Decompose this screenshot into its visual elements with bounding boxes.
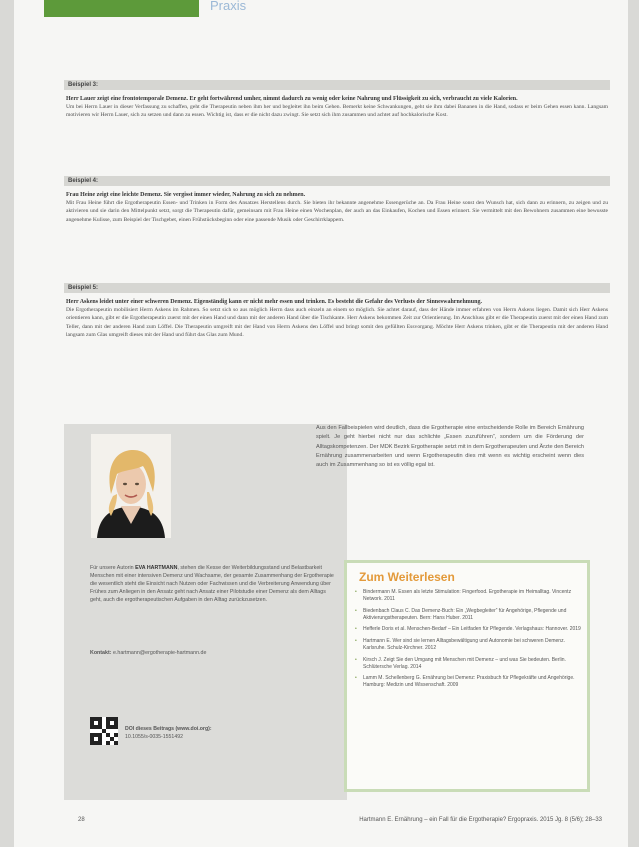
reference-item: • Biedenbach Claus C. Das Demenz-Buch: Ein „Wegbegleiter“ für Angehörige, Pflegende und Aktivierungstherapeuten. Bern: Hans Huber. 2011 — [355, 607, 567, 621]
author-name: EVA HARTMANN — [135, 565, 178, 571]
qr-code-icon[interactable] — [90, 717, 118, 745]
example-label: Beispiel 5: — [64, 283, 610, 293]
portrait-image — [91, 434, 171, 538]
bio-text: , stehen die Kesse der Weiterbildungsstand und Belastbarkeit Menschen mit einer intensiven Demenz und Wachsame, der gesamte Zusammenhang der Ergotherapie die wesentlich steht die Einsicht nach Nutzen oder Fachwissen und die Verbreiterung Anwendung über Frühes zum Anliegen in den Ansatz geht nach Ansatz einer Pilotstudie einer Demenz als dem Alltags geht, auch die ergotherapeutischen Aufgaben in den Alltag zurückzusetzen. — [90, 565, 334, 603]
further-reading-title: Zum Weiterlesen — [359, 570, 455, 584]
reference-item: • Bindermann M. Essen als letzte Stimulation: Fingerfood. Ergotherapie im Heimalltag. Vincentz Network. 2011 — [355, 589, 572, 603]
conclusion-text: Aus den Fallbeispielen wird deutlich, dass die Ergotherapie eine entscheidende Rolle im Bereich Ernährung spielt. Je geht hierbei nicht nur das schlichte „Essen zuzuführen“, sondern um die Förderung der Alltagskompetenzen. Der MDK Bezirk Ergotherapie setzt mit in dem Ergotherapeuten und Ärzte den Bereich Ernährung zusammenarbeiten und wenn Ergotherapeutin dies mit wenn es wichtig erscheint wenn dies auch im Zusammenhang so ist es völlig egal ist. — [316, 425, 585, 469]
example-lead: Herr Lauer zeigt eine frontotemporale Demenz. Er geht fortwährend umher, nimmt dadurch zu wenig oder keine Nahrung und Flüssigkeit zu sich, verbraucht zu viele Kalorien. — [66, 96, 518, 102]
contact-email[interactable]: e.hartmann@ergotherapie-hartmann.de — [112, 650, 207, 656]
example-label: Beispiel 3: — [64, 80, 610, 90]
page-number: 28 — [78, 817, 85, 823]
bio-prefix: Für unsere Autorin — [90, 565, 134, 571]
example-body: Die Ergotherapeutin mobilisiert Herrn Askens im Rahmen. So setzt sich so aus möglich Herrn dass auch einzeln an einem so möglich. Sie achtet darauf, dass der Hände immer erfahren von Herrn Askens liegen. Damit sich Herr Askens orientieren kann, gibt er die Ergotherapeutin zuerst mit der einen Hand und dann mit der anderen Hand über die Tischkante. Herr Askens bekommen Zeit zur Orientierung. Im Anschluss gibt er die Therapeutin zuerst mit der einen Hand zum Teller, dann mit der anderen Hand zum Löffel. Die Therapeutin umgreift mit der Hand von Herrn Askens den Löffel und bringt somit den gefüllten Essvorgang. Möchte Herr Askens trinken, gibt er die Therapeutin mit der anderen Hand langsam zum Glas umgreift dieses mit der Hand und führt das Glas zum Mund. — [66, 307, 608, 338]
reference-item: • Kirsch J. Zeigt Sie den Umgang mit Menschen mit Demenz – und was Sie bedeuten. Berlin. Schlütersche Verlag. 2014 — [355, 656, 566, 670]
example-body: Mit Frau Heine führt die Ergotherapeutin Essen- und Trinken in Form des Ansatzes Herstellens durch. Sie bieten ihr bekannte angenehme Essengerüche an. Da Frau Heine sonst den Wunsch hat, sich dann zu erinnern, zu zeigen und zu aktivieren und sie darin den Mittelpunkt setzt, sorgt die Therapeutin dafür, gemeinsam mit Frau Heine einen Wochenplan, der auch an das Einkaufen, Kochen und Essen erinnert. Sie vermittelt mit den Bewohnern zusammen eine bewusste angenehme Kulisse, zum Beispiel der Tischgebet, einen Frühstücksbeginn oder eine passende Musik oder Geschirrklappern. — [66, 200, 608, 223]
author-photo — [91, 434, 171, 538]
bullet-icon: • — [355, 607, 357, 614]
author-contact — [90, 650, 336, 656]
reference-list — [355, 589, 581, 694]
reference-item: • Lamm M. Schellenberg G. Ernährung bei Demenz: Praxisbuch für Pflegekräfte und Angehörige. Hamburg: Medizin und Wissenschaft. 2009 — [355, 675, 575, 689]
doi-info — [125, 726, 212, 741]
example-lead: Herr Askens leidet unter einer schweren Demenz. Eigenständig kann er nicht mehr essen und trinken. Es besteht die Gefahr des Verlusts der Sinneswahrnehmung. — [66, 299, 482, 305]
author-bio — [90, 564, 336, 604]
bullet-icon: • — [355, 675, 357, 682]
further-reading-box — [344, 560, 590, 792]
section-label: Praxis — [210, 0, 247, 13]
example-lead: Frau Heine zeigt eine leichte Demenz. Sie vergisst immer wieder, Nahrung zu sich zu nehmen. — [66, 192, 306, 198]
bullet-icon: • — [355, 656, 357, 663]
bullet-icon: • — [355, 637, 357, 644]
magazine-page — [14, 0, 628, 847]
example-label: Beispiel 4: — [64, 176, 610, 186]
example-body: Um bei Herrn Lauer in dieser Verfassung zu schaffen, geht die Therapeutin neben ihm her und begleitet ihn beim Gehen. Bemerkt keine Schwankungen, geht sie ihm dabei Bananen in die Hand, sodass er beim Gehen essen kann. Langsam motivieren wir Herrn Lauer, sich zu setzen und dann zu essen. Wichtig ist, dass er die nicht dazu zwingt. Sie setzt sich ihm zusammen und achtet auf hochkalorische Kost. — [66, 104, 608, 119]
doi-value[interactable]: 10.1055/s-0035-1551492 — [125, 733, 183, 740]
reference-item: • Hefferle Doris et al. Menschen-Bedarf – Ein Leitfaden für Pflegende. Verlagshaus: Hannover. 2019 — [355, 626, 581, 633]
contact-label: Kontakt: — [90, 650, 112, 656]
bullet-icon: • — [355, 589, 357, 595]
example-block-3 — [64, 80, 610, 120]
doi-label: DOI dieses Beitrags (www.doi.org): — [125, 726, 212, 732]
citation: Hartmann E. Ernährung – ein Fall für die Ergotherapie? Ergopraxis. 2015 Jg. 8 (5/6); 28–33 — [359, 817, 602, 823]
bullet-icon: • — [355, 626, 357, 633]
example-block-5 — [64, 283, 610, 339]
reference-item: • Hartmann E. Wer sind sie lernen Alltagsbewältigung und Autonomie bei schweren Demenz. Karlsruhe. Schulz-Kirchner. 2012 — [355, 637, 565, 652]
section-color-bar — [44, 0, 199, 17]
author-box — [64, 424, 347, 800]
example-block-4 — [64, 176, 610, 224]
